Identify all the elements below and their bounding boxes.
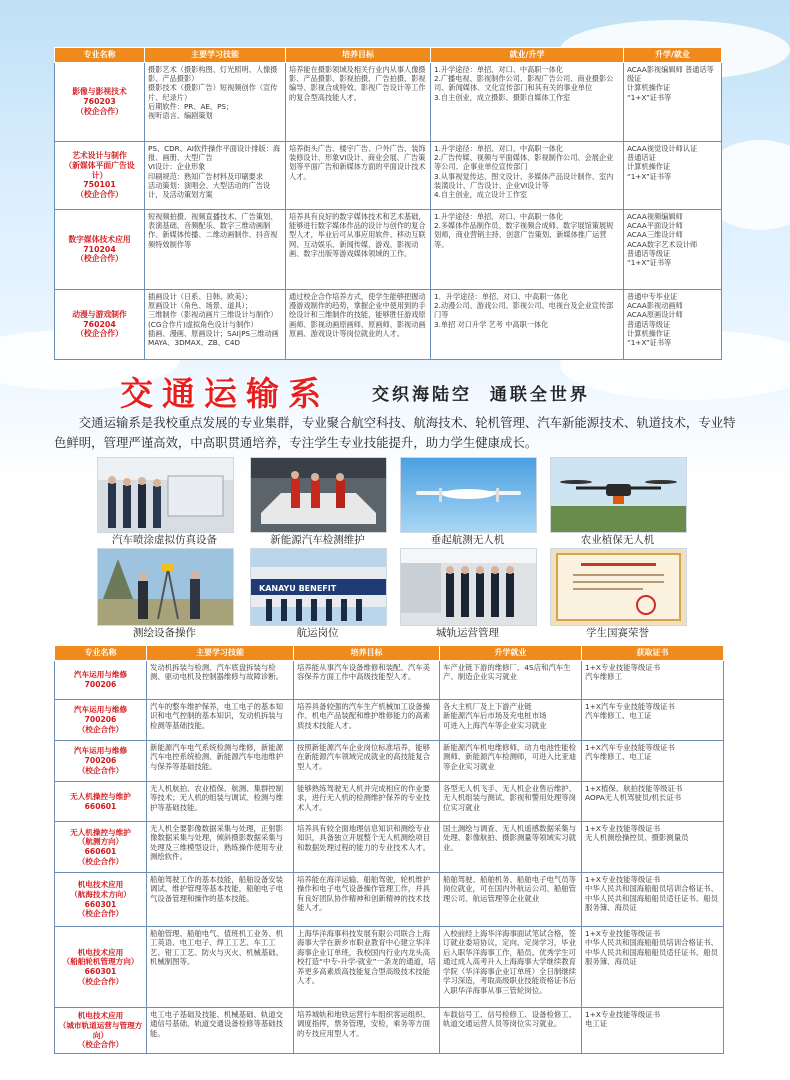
skills-cell: 无人机全要影像数据采集与处理，正射影像数据采集与处理，倾斜摄影数据采集与处理及三维模型设计，熟练操作使用专业测绘软件。	[147, 822, 294, 873]
photo-caption: 垂起航测无人机	[430, 534, 505, 546]
header-skills: 主要学习技能	[145, 48, 286, 63]
car-maintenance-photo	[250, 457, 387, 533]
cert-cell: 1+X专业技能等级证书 电工证	[582, 1008, 724, 1054]
career-cell: 各大主机厂及上下游产业链 新能源汽车后市场及充电桩市场 可进入上海汽车等企业实习就业	[440, 700, 582, 741]
major-name: 无人机操控与维护 （航测方向） 660601 （校企合作）	[55, 822, 147, 873]
table-row	[55, 782, 724, 822]
cert-cell: 1+X植保、航拍技能等级证书 AOPA无人机驾驶员/机长证书	[582, 782, 724, 822]
career-cell: 1．升学途径：单招、对口、中高职一体化 2.动漫公司、游戏公司、影视公司、电视台及企业宣传部门等 3.单招 对口升学 艺考 中高职一体化	[431, 290, 624, 360]
agri-drone-icon	[551, 458, 686, 532]
photo-caption: 汽车喷涂虚拟仿真设备	[112, 534, 217, 546]
career-cell: 国土测绘与调查、无人机遥感数据采集与处理、影像航拍、摄影测量等领域实习就业。	[440, 822, 582, 873]
surveying-photo	[97, 548, 234, 626]
skills-cell: 船舶管理、船舶电气、值班机工业务、机工英语、电工电子、焊工工艺、车工工艺、钳工工艺、防火与灭火、机械基础、机械制图等。	[147, 927, 294, 1008]
goal-cell: 培养具有良好的数字媒体技术和艺术基础，能够进行数字媒体作品的设计与创作的复合型人才，毕业后可从事应用软件、移动互联网、互动娱乐、新闻传媒、游戏、影视动画、数字出版等游戏媒体领域的工作。	[286, 210, 431, 290]
skills-cell: PS、CDR、AI软件操作平面设计排版：海报、画册、大型广告 VI设计：企业形象 印刷规范：熟知广告材料及印刷要求 活动策划：演唱会、大型活动的广告设计，及活动策划方案	[145, 142, 286, 210]
certificate-photo	[550, 548, 687, 626]
header-career: 升学就业	[440, 646, 582, 661]
car-spray-icon	[98, 458, 233, 532]
table-row	[55, 927, 724, 1008]
header-cert: 升学/就业	[624, 48, 722, 63]
cert-cell: 1+X专业技能等级证书 无人机测绘操控员、摄影测量员	[582, 822, 724, 873]
transport-programs-table	[54, 645, 724, 1054]
department-title: 交通运输系	[120, 374, 330, 413]
art-programs-table	[54, 47, 722, 360]
table-row	[55, 210, 722, 290]
table-row	[55, 142, 722, 210]
fixed-wing-drone-photo	[400, 457, 537, 533]
goal-cell: 培养具备较强的汽车生产机械加工设备操作、机电产品装配和维护维修能力的高素质技术技能人才。	[294, 700, 440, 741]
table-row	[55, 741, 724, 782]
career-cell: 1.升学途径：单招、对口、中高职一体化 2.广告传媒、视频与平面媒体、影视制作公司、会展企业等公司、企事业单位宣传部门 3.从事视觉传达、图文设计、多媒体产品设计制作、室内装潢设计、广告设计、企业VI设计等 4.自主创业，成立设计工作室	[431, 142, 624, 210]
major-name: 汽车运用与维修 700206 （校企合作）	[55, 700, 147, 741]
major-name: 机电技术应用 （城市轨道运营与管理方向） （校企合作）	[55, 1008, 147, 1054]
table-row	[55, 63, 722, 142]
skills-cell: 电工电子基础及技能、机械基础、轨道交通信号基础、轨道交通设备检修等基础技能。	[147, 1008, 294, 1054]
goal-cell: 培养能在海洋运输、船舶驾驶，轮机维护操作和电子电气设备操作管理工作，并具有良好团队协作精神和创新精神的技术技能人才。	[294, 873, 440, 927]
cert-cell: 1+X汽车专业技能等级证书 汽车维修工、电工证	[582, 741, 724, 782]
career-cell: 船舶驾驶、船舶机务、船舶电子电气员等岗位就业，可在国内外航运公司、船舶管理公司、航运管理等企业就业	[440, 873, 582, 927]
photo-caption: 城轨运营管理	[436, 627, 499, 639]
major-name: 艺术设计与制作 （新媒体平面广告设计） 750101 （校企合作）	[55, 142, 145, 210]
cert-cell: 1+X专业技能等级证书 中华人民共和国海船船员培训合格证书、中华人民共和国海船船员适任证书、船员服务簿、海员证	[582, 927, 724, 1008]
career-cell: 车载信号工、信号检修工、设备检修工、轨道交通运营人员等岗位实习就业。	[440, 1008, 582, 1054]
major-name: 动漫与游戏制作 760204 （校企合作）	[55, 290, 145, 360]
surveying-icon	[98, 549, 233, 625]
goal-cell: 培养具有较全面地理信息知识和测绘专业知识，具备独立开展整个无人机测绘项目和数据处理过程的能力的专业技术人才。	[294, 822, 440, 873]
goal-cell: 能够熟练驾驶无人机并完成相应的作业要求，进行无人机的检测维护保养的专业技术人才。	[294, 782, 440, 822]
goal-cell: 培养能从事汽车设备维修和装配、汽车美容保养方面工作中高级技能型人才。	[294, 661, 440, 700]
header-goal: 培养目标	[286, 48, 431, 63]
career-cell: 1.升学途径：单招、对口、中高职一体化 2.多媒体作品制作员、数字视频合成师、数字展馆策展规划师，商业营销主持、创意广告策划、新媒体推广运营等。	[431, 210, 624, 290]
photo-caption: 航运岗位	[296, 627, 339, 639]
cert-cell: 1+X汽车专业技能等级证书 汽车维修工、电工证	[582, 700, 724, 741]
skills-cell: 插画设计（日系、日韩、欧美）； 原画设计（角色、场景、道具）； 三维制作（影视动画片三维设计与制作）(CG合作片)虚拟角色设计与制作） 插画、漫画、原画设计；SAI|PS三维动画 MAYA、3DMAX、ZB、C4D	[145, 290, 286, 360]
skills-cell: 摄影艺术（摄影构图、灯光照明、人像摄影、产品摄影） 摄影技术（摄影广告）短视频创作（宣传片、纪录片） 后期软件：PR、AE、PS； 视听语言、编剧策划	[145, 63, 286, 142]
skills-cell: 无人机航拍、农业植保、航测、集群控制等技术；无人机的组装与调试、检测与维护等基础技能。	[147, 782, 294, 822]
table-row	[55, 1008, 724, 1054]
goal-cell: 上海华洋海事科技发展有限公司联合上海海事大学在新乡市职业教育中心建立华洋海事企业订单班，我校国内行业内龙头高校打造“中专-升学-就业”一条龙的通道，培养更多高素质高技能复合型高级技术技能人才。	[294, 927, 440, 1008]
photo-caption: 测绘设备操作	[133, 627, 196, 639]
goal-cell: 培养能在摄影领域及相关行业内从事人像摄影、产品摄影、影视拍摄、广告拍摄、影视编导、影视合成特效、影视广告设计等工作的复合型高技能人才。	[286, 63, 431, 142]
goal-cell: 通过校企合作培养方式，使学生能够把握动漫游戏制作的趋势，掌握企业中使用到的手绘设计和三维制作的技能，能够胜任游戏原画师、影视动画原画师、原画师、影视动画原画、游戏设计等岗位就业的人才。	[286, 290, 431, 360]
goal-cell: 培养街头广告、楼宇广告、户外广告、装饰装修设计、形象VI设计、商业会展、广告策划等平面广告和新媒体方面的平面设计技术人才。	[286, 142, 431, 210]
header-cert: 获取证书	[582, 646, 724, 661]
table-row	[55, 700, 724, 741]
fixed-wing-drone-icon	[401, 458, 536, 532]
major-name: 数字媒体技术应用 710204 （校企合作）	[55, 210, 145, 290]
career-cell: 入校前经上海华洋海事面试笔试合格，签订就业委培协议，定向、定岗学习，毕业后入职华洋海事工作，船员。优秀学生可通过成人高考升入上海海事大学继续教育学院（华洋海事企业订单班）全日制继续学习深造，考取高级职业技能资格证书后入职华洋海事从事三管轮岗位。	[440, 927, 582, 1008]
career-cell: 各型无人机飞手、无人机企业售后维护、无人机组装与测试、影视和警用处理等岗位实习就业	[440, 782, 582, 822]
svg-text:KANAYU BENEFIT: KANAYU BENEFIT	[259, 584, 337, 593]
major-name: 机电技术应用 （船舶轮机管理方向） 660301 （校企合作）	[55, 927, 147, 1008]
certificate-icon	[551, 549, 686, 625]
cert-cell: ACAA视频编辑师 ACAA平面设计师 ACAA三维设计师 ACAA数字艺术设计师 普通话等级证 “1+X”证书等	[624, 210, 722, 290]
ship-icon	[251, 549, 386, 625]
header-major: 专业名称	[55, 646, 147, 661]
photo-caption: 学生国赛荣誉	[586, 627, 649, 639]
car-maintenance-icon	[251, 458, 386, 532]
header-career: 就业/升学	[431, 48, 624, 63]
skills-cell: 船舶驾驶工作的基本技能，船舶设备安装调试、维护管理等基本技能，船舶电子电气设备管理和操作的基本技能。	[147, 873, 294, 927]
cert-cell: 1+X专业技能等级证书 中华人民共和国海船船员培训合格证书、中华人民共和国海船船员适任证书、船员服务簿、海员证	[582, 873, 724, 927]
skills-cell: 发动机拆装与检测、汽车底盘拆装与检测、驱动电机及控制器维修与故障诊断。	[147, 661, 294, 700]
major-name: 影像与影视技术 760203 （校企合作）	[55, 63, 145, 142]
table-row	[55, 661, 724, 700]
major-name: 机电技术应用 （航海技术方向） 660301 （校企合作）	[55, 873, 147, 927]
header-goal: 培养目标	[294, 646, 440, 661]
header-skills: 主要学习技能	[147, 646, 294, 661]
goal-cell: 培养城轨和地铁运营行车组织客运组织、调度指挥，票务管理，安检，乘务等方面的专技应用型人才。	[294, 1008, 440, 1054]
major-name: 无人机操控与维护 660601	[55, 782, 147, 822]
photo-caption: 农业植保无人机	[580, 534, 655, 546]
metro-photo	[400, 548, 537, 626]
skills-cell: 短视频拍摄、视频直播技术、广告策划、表演基础、音频配乐、数字三维动画制作、新媒体传播、二维动画制作、抖音视频特效制作等	[145, 210, 286, 290]
cert-cell: ACAA影视编辑师 普通话等级证 计算机操作证 “1+X”证书等	[624, 63, 722, 142]
car-spray-photo	[97, 457, 234, 533]
cert-cell: ACAA视觉设计师认证 普通话证 计算机操作证 “1+X”证书等	[624, 142, 722, 210]
ship-photo	[250, 548, 387, 626]
skills-cell: 汽车的整车维护保养，电工电子的基本知识和电气控制的基本知识，发动机拆装与检测等基础技能。	[147, 700, 294, 741]
table-row	[55, 873, 724, 927]
agri-drone-photo	[550, 457, 687, 533]
career-cell: 新能源汽车机电维修师、动力电池性能检测师、新能源汽车检测师，可进入比亚迪等企业实习就业	[440, 741, 582, 782]
department-slogan: 交织海陆空 通联全世界	[372, 385, 590, 405]
goal-cell: 按照新能源汽车企业岗位标准培养，能够在新能源汽车领域完成就业的高技能复合型人才。	[294, 741, 440, 782]
career-cell: 车产业链下游的维修厂、4S店和汽车生产、制造企业实习就业	[440, 661, 582, 700]
cert-cell: 普通中专毕业证 ACAA影视动画师 ACAA原画设计师 普通话等级证 计算机操作证 “1+X”证书等	[624, 290, 722, 360]
table-row	[55, 822, 724, 873]
skills-cell: 新能源汽车电气系统检测与维修，新能源汽车电控系统检测、新能源汽车电池维护与保养等基础技能。	[147, 741, 294, 782]
table-row	[55, 290, 722, 360]
major-name: 汽车运用与维修 700206	[55, 661, 147, 700]
cert-cell: 1+X专业技能等级证书 汽车维修工	[582, 661, 724, 700]
department-intro: 交通运输系是我校重点发展的专业集群，专业聚合航空科技、航海技术、轮机管理、汽车新能源技术、轨道技术，专业特色鲜明，管理严谨高效，中高职贯通培养，专注学生专业技能提升，助力学生健康成长。	[54, 415, 736, 450]
header-major: 专业名称	[55, 48, 145, 63]
major-name: 汽车运用与维修 700206 （校企合作）	[55, 741, 147, 782]
metro-icon	[401, 549, 536, 625]
photo-caption: 新能源汽车检测维护	[270, 534, 365, 546]
career-cell: 1.升学途径：单招、对口、中高职一体化 2.广播电视、影视制作公司、影视广告公司、商业摄影公司、新闻媒体、文化宣传部门和其有关的事业单位 3.自主创业，成立摄影、摄影自媒体工作室	[431, 63, 624, 142]
